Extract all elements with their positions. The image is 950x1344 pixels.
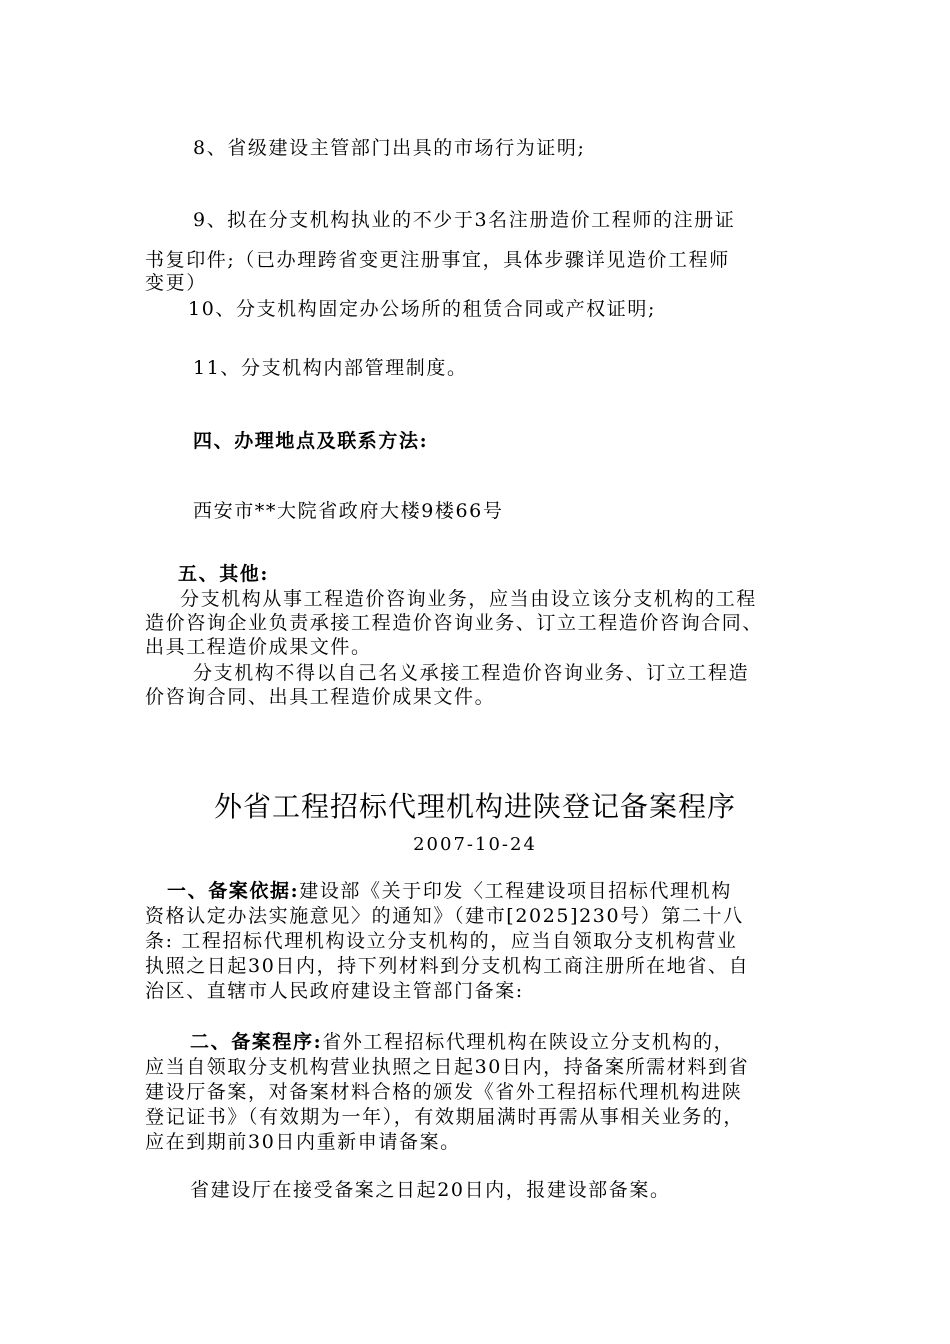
- procedure-line-4: 登记证书》（有效期为一年），有效期届满时再需从事相关业务的，: [145, 1106, 745, 1128]
- procedure-line-2: 应当自领取分支机构营业执照之日起30日内，持备案所需材料到省: [145, 1056, 750, 1078]
- procedure-line-3: 建设厅备案，对备案材料合格的颁发《省外工程招标代理机构进陕: [145, 1081, 743, 1103]
- basis-line-4: 执照之日起30日内，持下列材料到分支机构工商注册所在地省、自: [145, 955, 750, 977]
- item-9-line-3: 变更）: [145, 272, 207, 294]
- basis-line-1: [167, 880, 732, 902]
- other-p1-line-1: 分支机构从事工程造价咨询业务，应当由设立该分支机构的工程: [180, 588, 757, 610]
- section-5-heading: 五、其他:: [178, 563, 270, 585]
- basis-line-5: 治区、直辖市人民政府建设主管部门备案:: [145, 980, 524, 1002]
- procedure-line-1: [190, 1031, 734, 1053]
- contact-address: 西安市**大院省政府大楼9楼66号: [193, 500, 504, 522]
- other-p1-line-3: 出具工程造价成果文件。: [145, 636, 372, 658]
- section-4-heading: 四、办理地点及联系方法:: [193, 430, 429, 452]
- item-9-line-1: 9、拟在分支机构执业的不少于3名注册造价工程师的注册证: [193, 209, 736, 231]
- closing-paragraph: 省建设厅在接受备案之日起20日内，报建设部备案。: [190, 1179, 671, 1201]
- publish-date: 2007-10-24: [413, 834, 537, 855]
- procedure-label: 二、备案程序:: [190, 1031, 323, 1053]
- basis-line-3: 条: 工程招标代理机构设立分支机构的，应当自领取分支机构营业: [145, 930, 738, 952]
- item-8: 8、省级建设主管部门出具的市场行为证明;: [193, 137, 586, 159]
- procedure-line-5: 应在到期前30日内重新申请备案。: [145, 1131, 461, 1153]
- page-title: 外省工程招标代理机构进陕登记备案程序: [213, 790, 736, 823]
- basis-text: 建设部《关于印发〈工程建设项目招标代理机构: [299, 880, 732, 902]
- procedure-text: 省外工程招标代理机构在陕设立分支机构的，: [322, 1031, 735, 1053]
- item-11: 11、分支机构内部管理制度。: [193, 357, 468, 379]
- item-10: 10、分支机构固定办公场所的租赁合同或产权证明;: [188, 298, 656, 320]
- basis-line-2: 资格认定办法实施意见〉的通知》（建市[2025]230号）第二十八: [145, 905, 744, 927]
- item-9-line-2: 书复印件;（已办理跨省变更注册事宜，具体步骤详见造价工程师: [145, 249, 730, 271]
- other-p1-line-2: 造价咨询企业负责承接工程造价咨询业务、订立工程造价咨询合同、: [145, 612, 764, 634]
- other-p2-line-2: 价咨询合同、出具工程造价成果文件。: [145, 686, 496, 708]
- basis-label: 一、备案依据:: [167, 880, 300, 902]
- other-p2-line-1: 分支机构不得以自己名义承接工程造价咨询业务、订立工程造: [193, 662, 750, 684]
